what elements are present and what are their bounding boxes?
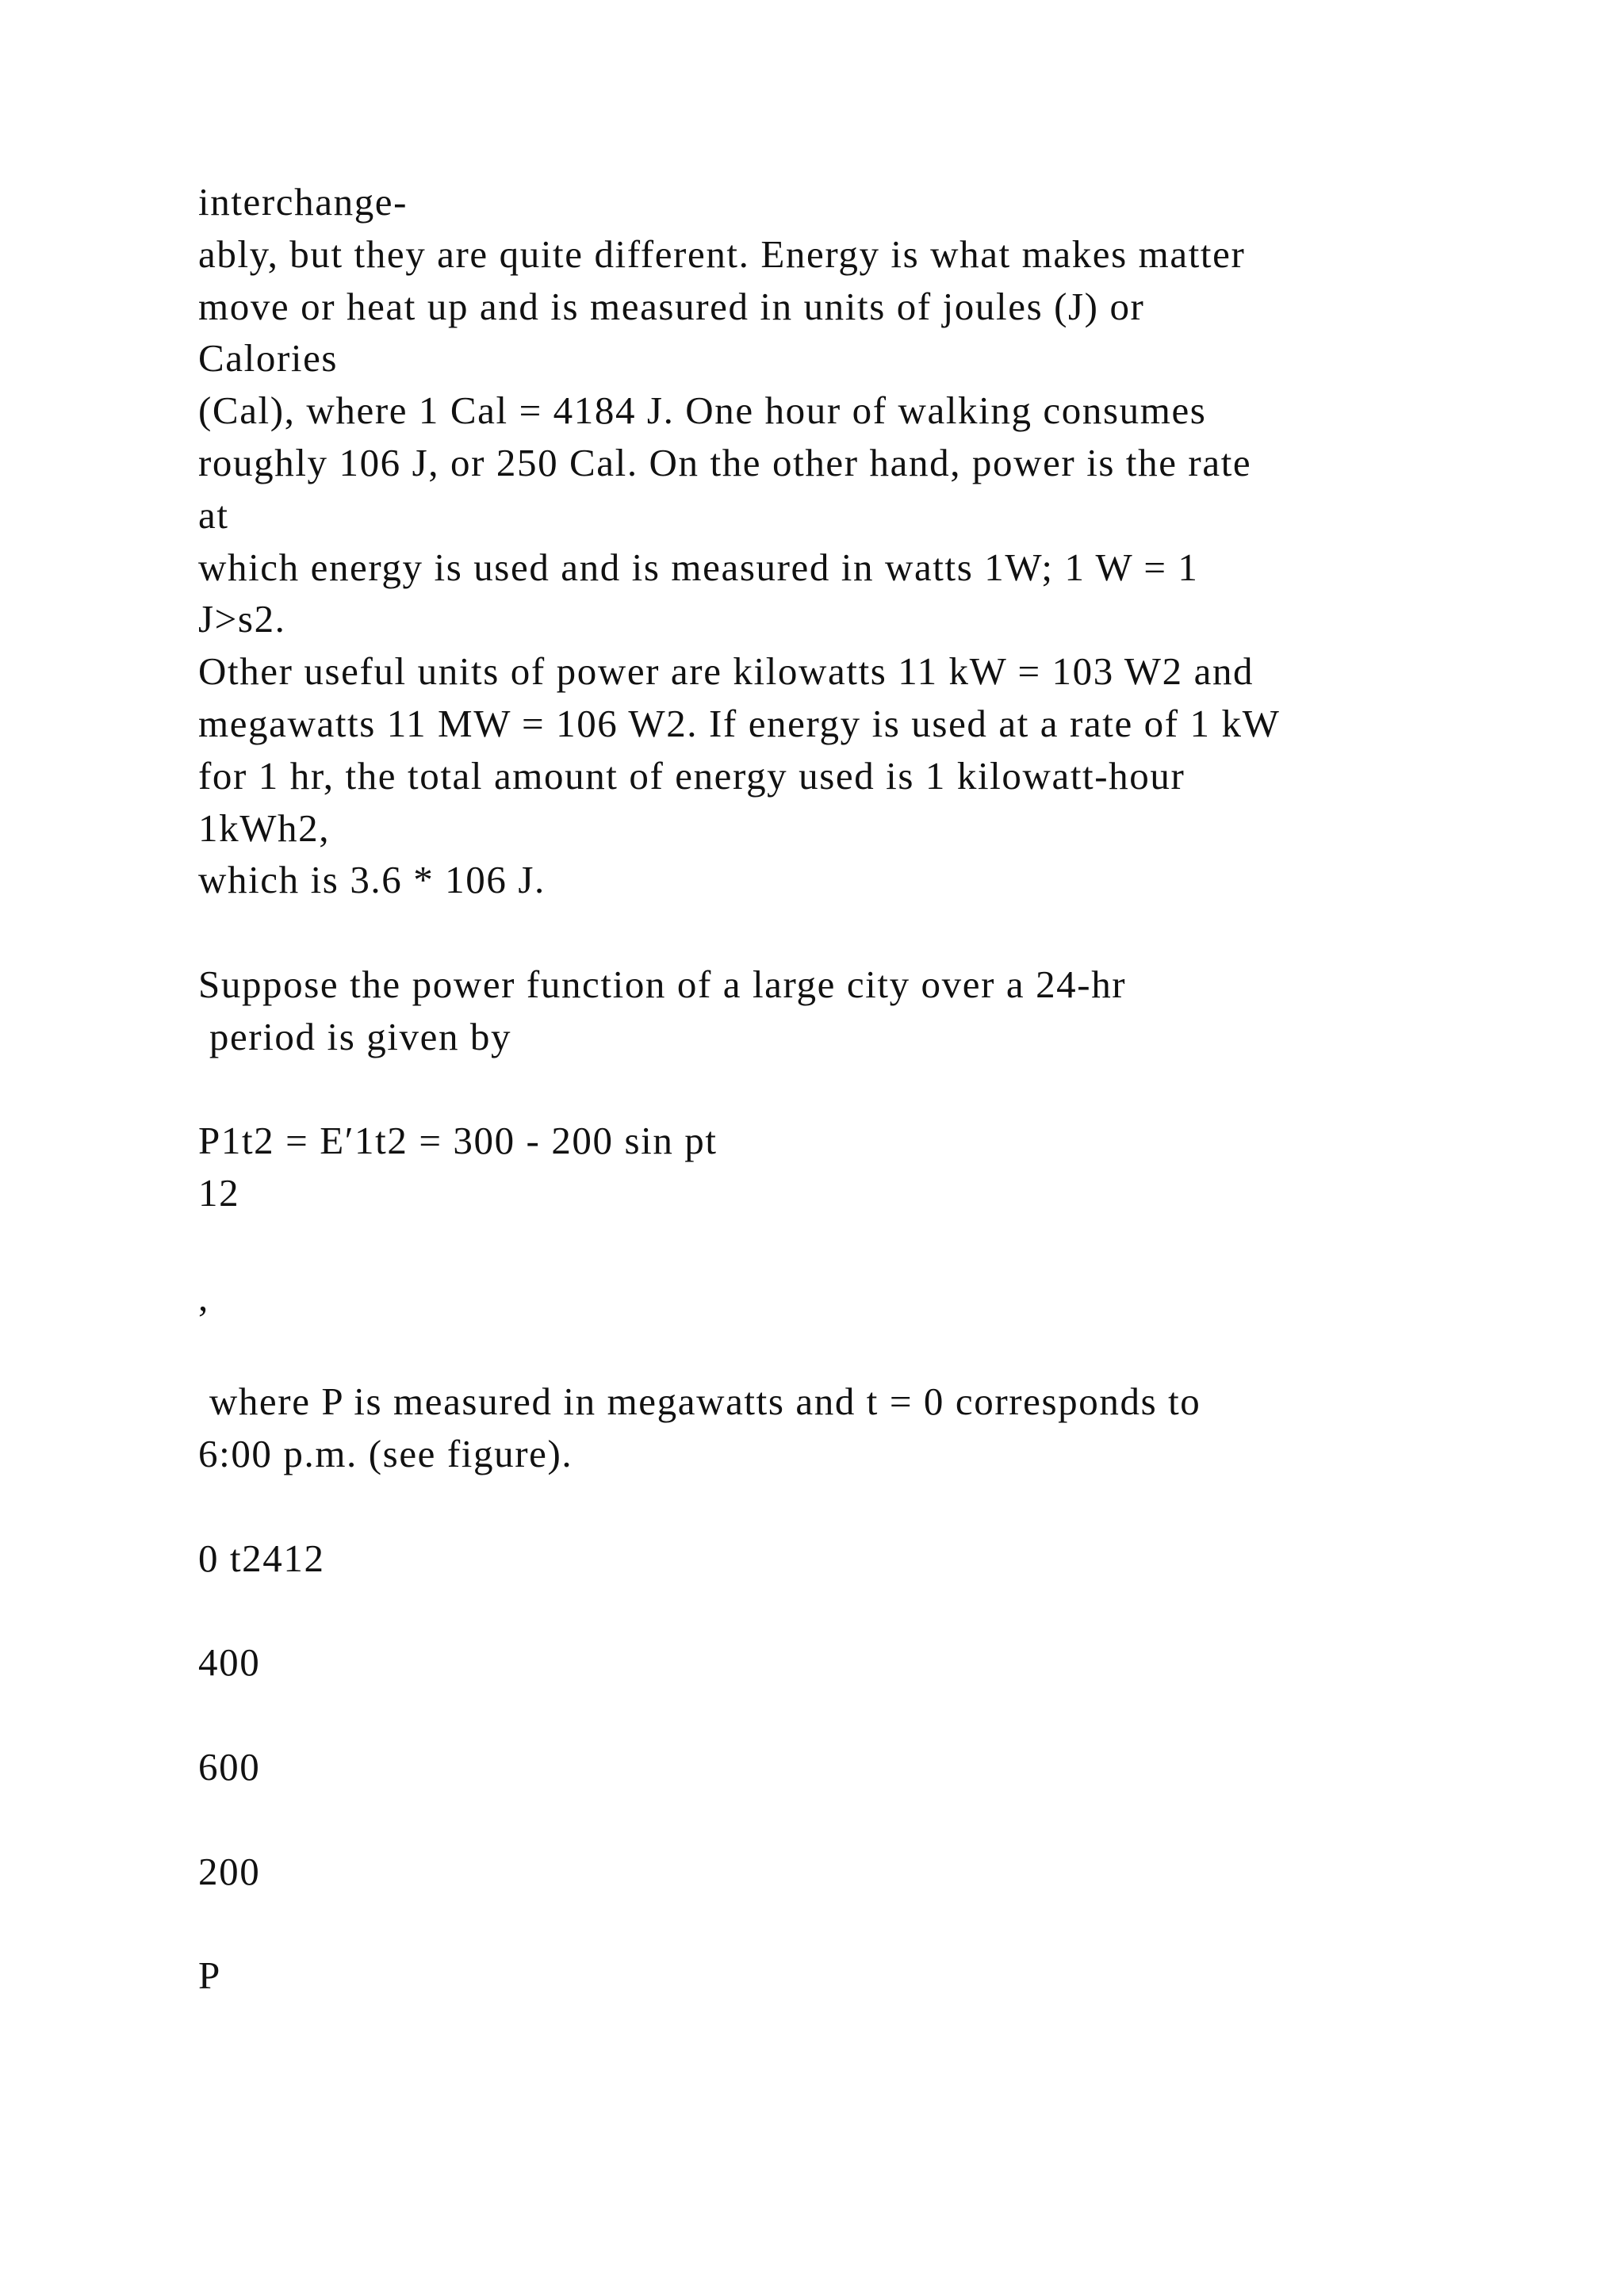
- equation-denominator: 12: [198, 1171, 240, 1215]
- text-line: 1kWh2,: [198, 806, 331, 850]
- blank-line: [198, 1219, 1546, 1272]
- blank-line: [198, 1585, 1546, 1637]
- figure-axis-label: 0 t2412: [198, 1536, 325, 1580]
- blank-line: [198, 906, 1546, 959]
- blank-line: [198, 1793, 1546, 1846]
- blank-line: [198, 1480, 1546, 1533]
- blank-line: [198, 1897, 1546, 1950]
- text-line: which energy is used and is measured in watts 1W; 1 W = 1: [198, 545, 1199, 589]
- text-line: ably, but they are quite different. Energy is what makes matter: [198, 232, 1246, 276]
- text-line: 6:00 p.m. (see figure).: [198, 1432, 573, 1476]
- blank-line: [198, 1689, 1546, 1741]
- document-body: [198, 176, 1546, 2002]
- text-line: for 1 hr, the total amount of energy used is 1 kilowatt-hour: [198, 753, 1185, 798]
- blank-line: [198, 1324, 1546, 1376]
- figure-axis-label: P: [198, 1954, 221, 1998]
- equation-comma: ,: [198, 1275, 209, 1319]
- text-line: roughly 106 J, or 250 Cal. On the other hand, power is the rate: [198, 440, 1252, 484]
- text-line: Other useful units of power are kilowatts 11 kW = 103 W2 and: [198, 649, 1254, 694]
- blank-line: [198, 1063, 1546, 1115]
- text-line: move or heat up and is measured in units of joules (J) or: [198, 284, 1145, 328]
- figure-tick-label: 400: [198, 1640, 261, 1685]
- figure-tick-label: 200: [198, 1849, 261, 1893]
- text-line: interchange-: [198, 180, 408, 224]
- figure-tick-label: 600: [198, 1744, 261, 1789]
- text-line: (Cal), where 1 Cal = 4184 J. One hour of walking consumes: [198, 388, 1207, 433]
- text-line: which is 3.6 * 106 J.: [198, 858, 546, 902]
- text-line: period is given by: [198, 1014, 512, 1058]
- text-line: at: [198, 492, 229, 537]
- text-line: Suppose the power function of a large city over a 24-hr: [198, 962, 1127, 1006]
- text-line: Calories: [198, 336, 339, 381]
- text-line: megawatts 11 MW = 106 W2. If energy is used at a rate of 1 kW: [198, 701, 1281, 745]
- text-line: J>s2.: [198, 597, 286, 641]
- equation-line: P1t2 = E′1t2 = 300 - 200 sin pt: [198, 1119, 718, 1163]
- text-line: where P is measured in megawatts and t = 0 corresponds to: [198, 1380, 1201, 1424]
